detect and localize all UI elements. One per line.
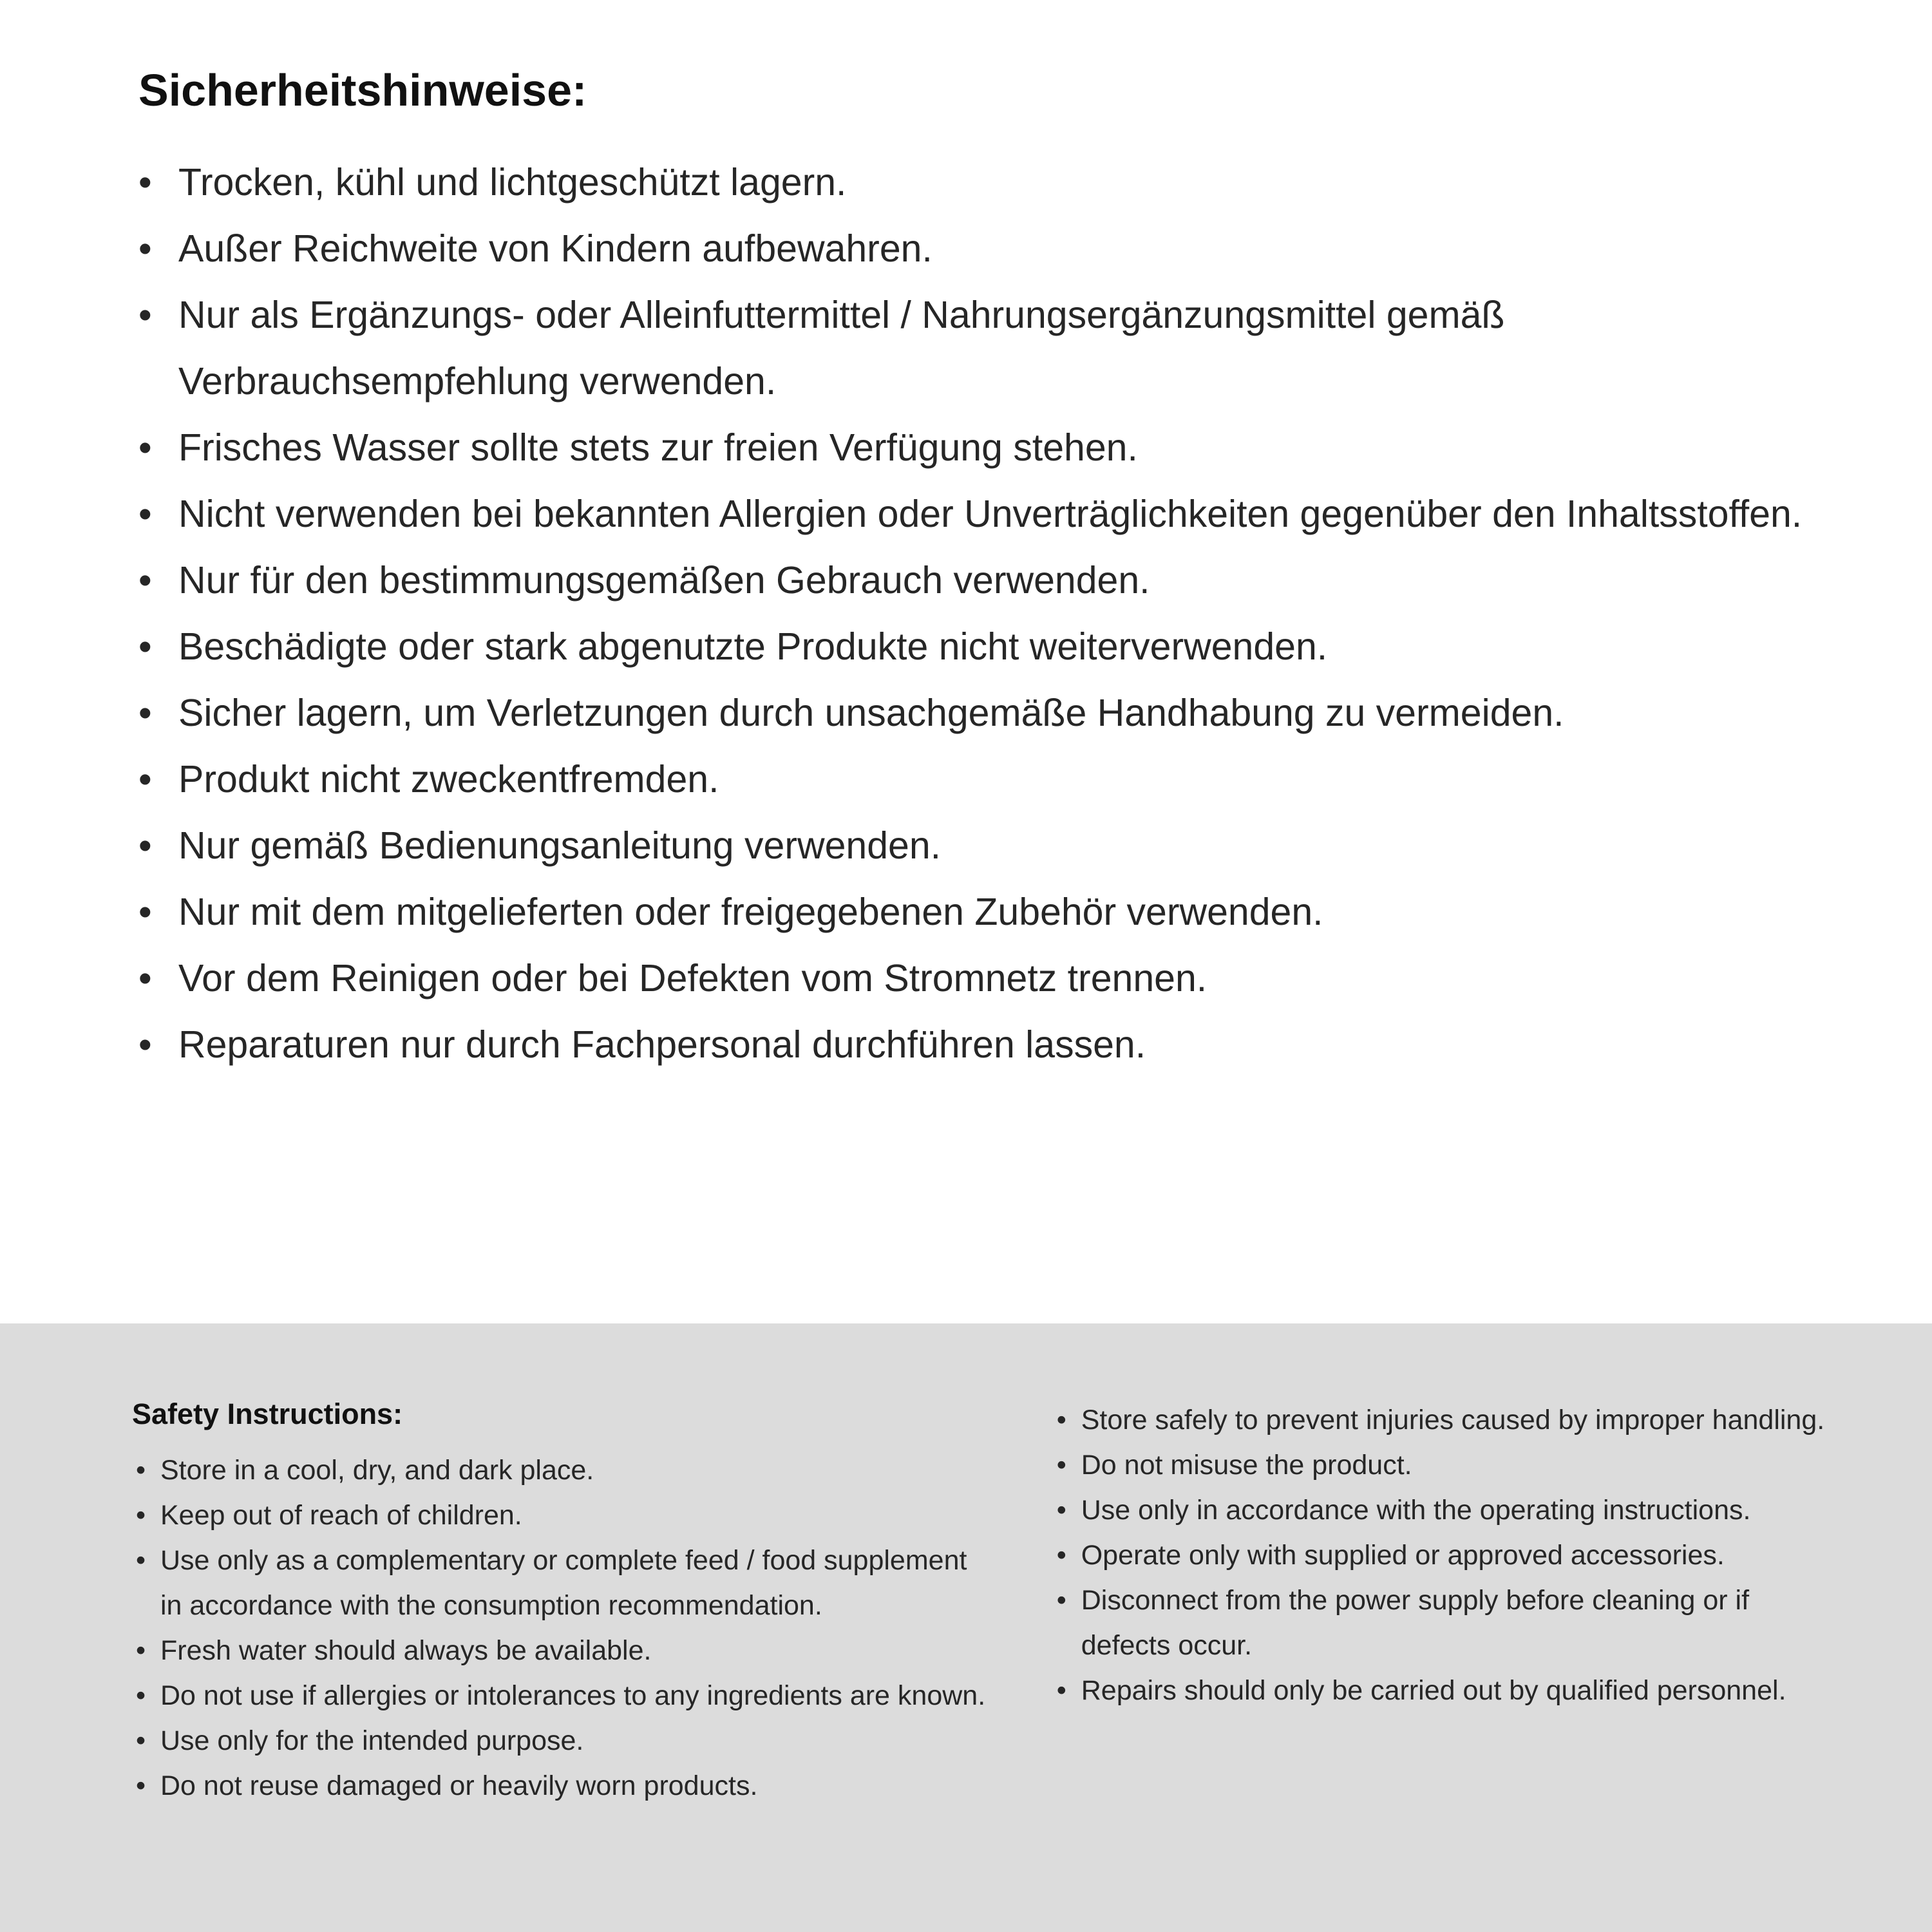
list-item — [1053, 1488, 1842, 1533]
list-item — [132, 1538, 989, 1628]
english-safety-list-right — [1053, 1397, 1842, 1713]
bullet-icon: • — [136, 1680, 146, 1711]
list-item — [132, 1628, 989, 1673]
bullet-icon: • — [1056, 1585, 1066, 1616]
list-item — [138, 282, 1813, 415]
english-safety-section — [0, 1323, 1932, 1932]
bullet-icon: • — [136, 1725, 146, 1756]
list-item-text: Nur für den bestimmungsgemäßen Gebrauch verwenden. — [178, 559, 1150, 601]
list-item-text: Fresh water should always be available. — [160, 1635, 652, 1666]
list-item — [1053, 1578, 1842, 1668]
bullet-icon: • — [138, 758, 152, 800]
bullet-icon: • — [138, 891, 152, 933]
bullet-icon: • — [1056, 1405, 1066, 1435]
bullet-icon: • — [136, 1770, 146, 1801]
bullet-icon: • — [138, 559, 152, 601]
list-item-text: Do not misuse the product. — [1081, 1450, 1412, 1481]
bullet-icon: • — [138, 493, 152, 535]
english-right-column — [1053, 1397, 1842, 1713]
list-item-text: Disconnect from the power supply before cleaning or if defects occur. — [1081, 1585, 1750, 1661]
list-item — [138, 547, 1813, 614]
list-item-text: Nur mit dem mitgelieferten oder freigegebenen Zubehör verwenden. — [178, 891, 1323, 933]
list-item — [138, 945, 1813, 1012]
list-item — [132, 1673, 989, 1718]
list-item-text: Store safely to prevent injuries caused by improper handling. — [1081, 1405, 1825, 1435]
german-safety-list — [138, 149, 1813, 1078]
bullet-icon: • — [138, 227, 152, 270]
list-item — [1053, 1397, 1842, 1443]
list-item — [138, 813, 1813, 879]
list-item — [138, 746, 1813, 813]
german-section-title: Sicherheitshinweise: — [138, 65, 587, 115]
bullet-icon: • — [1056, 1495, 1066, 1526]
list-item-text: Repairs should only be carried out by qualified personnel. — [1081, 1675, 1786, 1706]
list-item — [138, 415, 1813, 481]
list-item-text: Vor dem Reinigen oder bei Defekten vom Stromnetz trennen. — [178, 957, 1208, 999]
list-item-text: Reparaturen nur durch Fachpersonal durchführen lassen. — [178, 1023, 1146, 1066]
list-item-text: Sicher lagern, um Verletzungen durch unsachgemäße Handhabung zu vermeiden. — [178, 692, 1564, 734]
list-item — [1053, 1443, 1842, 1488]
list-item — [132, 1493, 989, 1538]
bullet-icon: • — [1056, 1450, 1066, 1481]
list-item — [1053, 1668, 1842, 1713]
list-item — [132, 1718, 989, 1763]
bullet-icon: • — [138, 1023, 152, 1066]
english-safety-list-left — [132, 1448, 989, 1808]
list-item-text: Use only for the intended purpose. — [160, 1725, 584, 1756]
list-item-text: Do not reuse damaged or heavily worn products. — [160, 1770, 758, 1801]
bullet-icon: • — [1056, 1540, 1066, 1571]
bullet-icon: • — [138, 957, 152, 999]
bullet-icon: • — [138, 426, 152, 469]
list-item-text: Store in a cool, dry, and dark place. — [160, 1455, 594, 1486]
list-item — [138, 1012, 1813, 1078]
english-left-column — [132, 1397, 989, 1808]
english-section-title: Safety Instructions: — [132, 1397, 403, 1430]
bullet-icon: • — [136, 1500, 146, 1531]
bullet-icon: • — [136, 1455, 146, 1486]
bullet-icon: • — [138, 294, 152, 336]
list-item — [138, 614, 1813, 680]
list-item-text: Use only as a complementary or complete feed / food supplement in accordance with the consumption recommendation. — [160, 1545, 967, 1621]
list-item — [138, 680, 1813, 746]
list-item-text: Keep out of reach of children. — [160, 1500, 522, 1531]
list-item-text: Trocken, kühl und lichtgeschützt lagern. — [178, 161, 847, 204]
list-item-text: Do not use if allergies or intolerances to any ingredients are known. — [160, 1680, 986, 1711]
list-item-text: Frisches Wasser sollte stets zur freien Verfügung stehen. — [178, 426, 1138, 469]
bullet-icon: • — [1056, 1675, 1066, 1706]
list-item — [138, 216, 1813, 282]
list-item-text: Beschädigte oder stark abgenutzte Produkte nicht weiterverwenden. — [178, 625, 1328, 668]
list-item-text: Außer Reichweite von Kindern aufbewahren. — [178, 227, 933, 270]
list-item — [138, 149, 1813, 216]
list-item — [132, 1763, 989, 1808]
bullet-icon: • — [136, 1635, 146, 1666]
list-item-text: Nur als Ergänzungs- oder Alleinfuttermittel / Nahrungsergänzungsmittel gemäß Verbrauchsempfehlung verwenden. — [178, 294, 1505, 402]
list-item-text: Produkt nicht zweckentfremden. — [178, 758, 719, 800]
bullet-icon: • — [136, 1545, 146, 1576]
list-item — [138, 481, 1813, 547]
bullet-icon: • — [138, 692, 152, 734]
list-item — [138, 879, 1813, 945]
list-item — [1053, 1533, 1842, 1578]
list-item-text: Operate only with supplied or approved accessories. — [1081, 1540, 1725, 1571]
list-item-text: Nicht verwenden bei bekannten Allergien oder Unverträglichkeiten gegenüber den Inhaltsstoffen. — [178, 493, 1803, 535]
list-item-text: Nur gemäß Bedienungsanleitung verwenden. — [178, 824, 942, 867]
bullet-icon: • — [138, 625, 152, 668]
bullet-icon: • — [138, 161, 152, 204]
bullet-icon: • — [138, 824, 152, 867]
list-item — [132, 1448, 989, 1493]
list-item-text: Use only in accordance with the operating instructions. — [1081, 1495, 1751, 1526]
